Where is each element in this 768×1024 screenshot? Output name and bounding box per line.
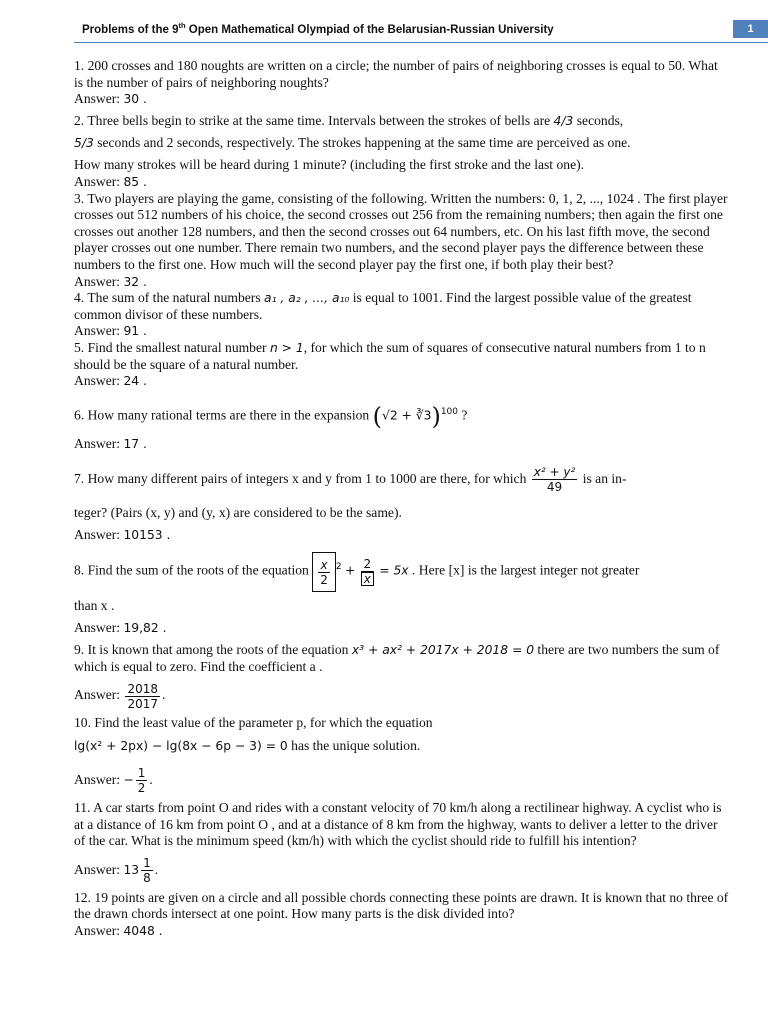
problem-3: 3. Two players are playing the game, consisting of the following. Written the numbers: 0, 1, 2, ..., 1024 . The first player crosses out 512 numbers of his choice, the second crosses out 256 from the remaining numbers; then again the first one crosses out another 128 numbers, and then the second crosses out 64 numbers, etc. On his last fifth move, the second player crosses out one number. There remain two numbers, and the second player pays the difference between these numbers to the first one. How much will the second player pay the first one, if both play their best? (74, 190, 728, 272)
problem-7: 7. How many different pairs of integers x and y from 1 to 1000 are there, for which $\frac{\text{x² + y²}}{49}$ is an in- (74, 465, 627, 495)
problem-8: 8. Find the sum of the roots of the equation $\frac{x}{2}$ $^2$ + $\frac{2}{x}$ = 5x . Here [x] is the largest integer not greater (74, 547, 730, 591)
answer-5: Answer: 24 . (74, 373, 147, 389)
page-header (0, 18, 768, 44)
problem-5: 5. Find the smallest natural number n > 1, for which the sum of squares of consecutive natural numbers from 1 to n should be the square of a natural number. (74, 339, 706, 372)
problem-4: 4. The sum of the natural numbers a₁ , a₂ , ..., a₁₀ is equal to 1001. Find the largest possible value of the greatest common divisor of these numbers. (74, 290, 692, 322)
answer-10: Answer: − $\frac{1}{2}$ . (74, 766, 153, 796)
problem-9: 9. It is known that among the roots of the equation x³ + ax² + 2017x + 2018 = 0 there are two numbers the sum of which is equal to zero. Find the coefficient a . (74, 642, 720, 674)
expansion-expression: √2 + ∛3 (381, 408, 432, 423)
problem-8-line2: than x . (74, 597, 115, 613)
problem-2-line2: 5/3 seconds and 2 seconds, respectively. The strokes happening at the same time are perceived as one. (74, 135, 631, 151)
header-rule (74, 42, 768, 43)
answer-7: Answer: 10153 . (74, 526, 171, 542)
problem-7-line2: teger? (Pairs (x, y) and (y, x) are considered to be the same). (74, 504, 402, 520)
problem-10-equation: lg(x² + 2px) − lg(8x − 6p − 3) = 0 has the unique solution. (74, 738, 421, 754)
problem-2: 2. Three bells begin to strike at the same time. Intervals between the strokes of bells are 4/3 seconds, (74, 112, 624, 128)
page-title: Problems of the 9th Open Mathematical Olympiad of the Belarusian-Russian University (82, 21, 554, 36)
fraction-x2-y2-over-49: $\frac{\text{x² + y²}}{49}$ (533, 465, 576, 495)
problem-2-line3: How many strokes will be heard during 1 minute? (including the first stroke and the last one). (74, 157, 585, 173)
problem-6: 6. How many rational terms are there in the expansion (√2 + ∛3)$^{100}$ ? (74, 402, 468, 431)
answer-9: Answer: $\frac{2018}{2017}$ . (74, 681, 166, 711)
answer-6: Answer: 17 . (74, 436, 147, 452)
answer-1: Answer: 30 . (74, 91, 147, 107)
page-number-badge: 1 (733, 20, 768, 38)
problem-list (74, 58, 730, 940)
problem-11: 11. A car starts from point O and rides with a constant velocity of 70 km/h along a rectilinear highway. A cyclist who is at a distance of 16 km from point O , and at a distance of 8 km from the highway, wants to deliver a letter to the driver of the car. What is the minimum speed (km/h) with which the cyclist should ride to fulfill his intention? (74, 800, 722, 849)
answer-4: Answer: 91 . (74, 323, 147, 339)
problem-1: 1. 200 crosses and 180 noughts are written on a circle; the number of pairs of neighboring crosses is equal to 50. What is the number of pairs of neighboring noughts? (74, 58, 718, 90)
problem-10: 10. Find the least value of the parameter p, for which the equation (74, 715, 433, 731)
answer-3: Answer: 32 . (74, 273, 147, 289)
problem-12: 12. 19 points are given on a circle and all possible chords connecting these points are drawn. It is known that no three of the drawn chords intersect at one point. How many parts is the disk divided into? (74, 889, 729, 922)
answer-2: Answer: 85 . (74, 173, 147, 189)
answer-12: Answer: 4048 . (74, 923, 163, 939)
answer-8: Answer: 19,82 . (74, 619, 167, 635)
answer-11: Answer: 13 $\frac{1}{8}$ . (74, 856, 159, 886)
